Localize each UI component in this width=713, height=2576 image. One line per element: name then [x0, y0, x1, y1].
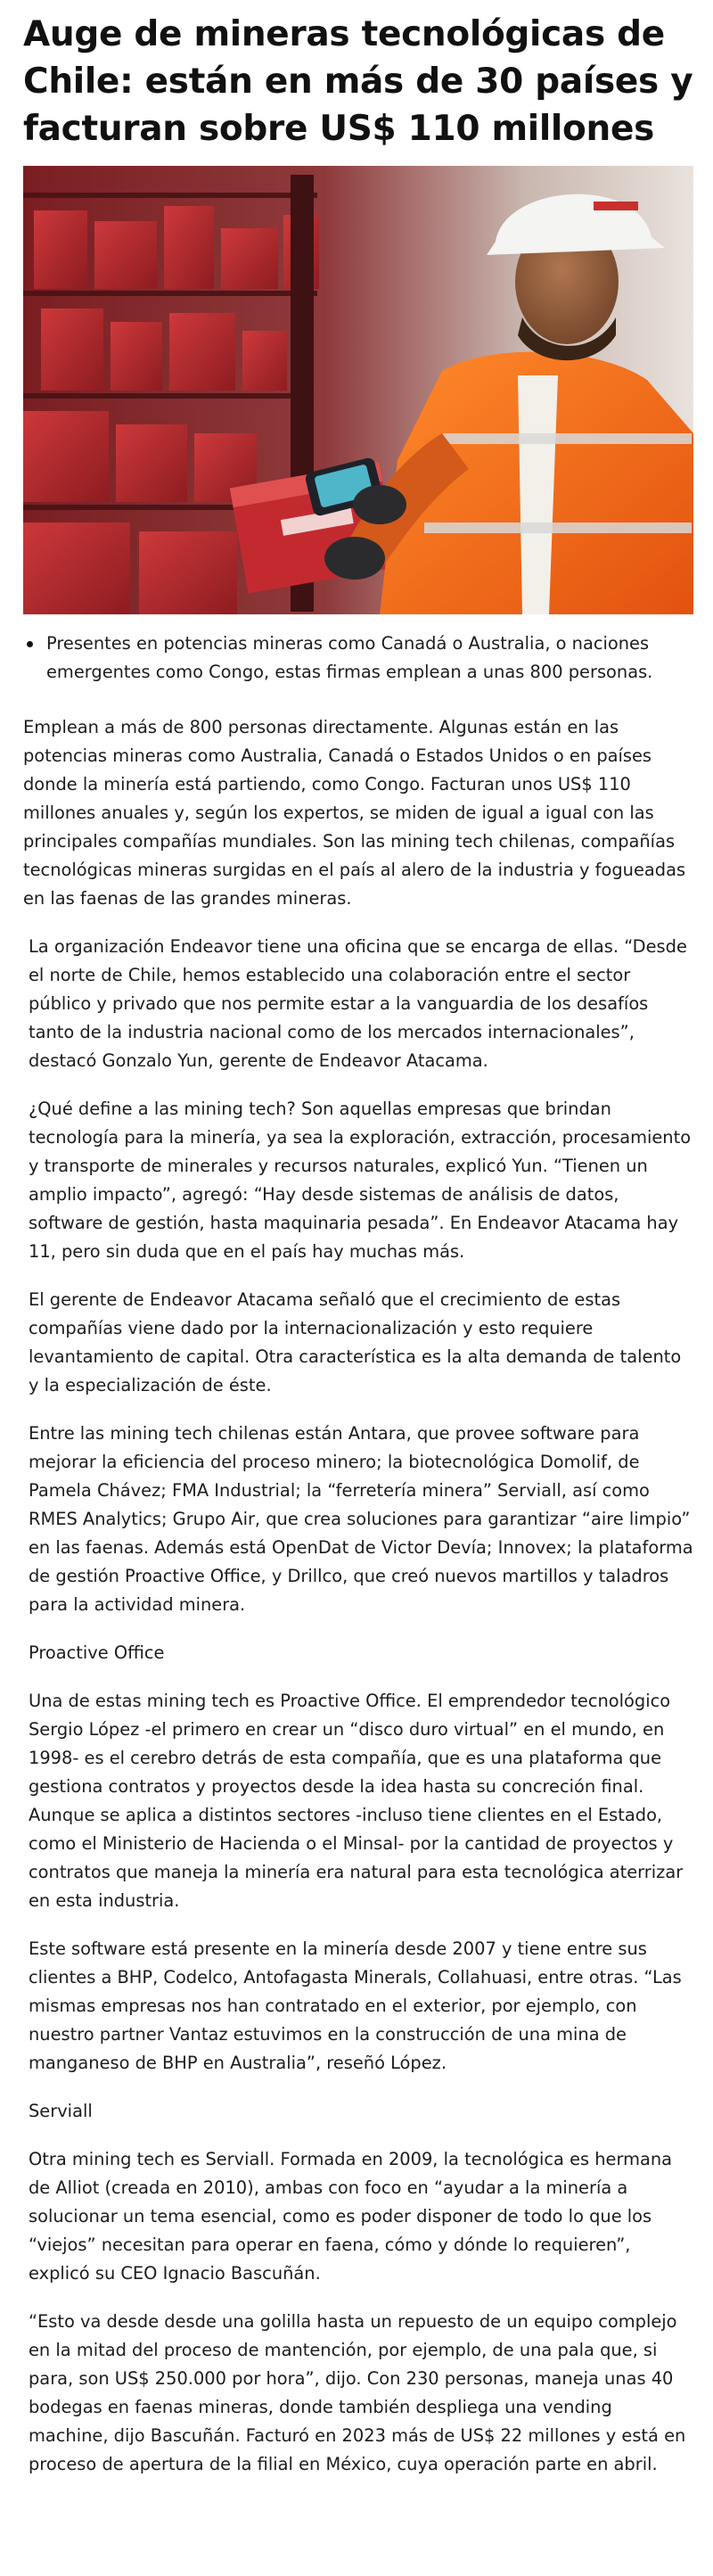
summary-bullets [23, 630, 693, 687]
paragraph: “Esto va desde desde una golilla hasta un repuesto de un equipo complejo en la mitad del proceso de mantención, por ejemplo, de una pala que, si para, son US$ 250.000 por hora”, dijo. Con 230 personas, maneja unas 40 bodegas en faenas mineras, donde también despliega una vending machine, dijo Bascuñán. Facturó en 2023 más de US$ 22 millones y está en proceso de apertura de la filial en México, cuya operación parte en abril. [29, 2311, 686, 2474]
paragraph: La organización Endeavor tiene una oficina que se encarga de ellas. “Desde el norte de Chile, hemos establecido una colaboración entre el sector público y privado que nos permite estar a la vanguardia de los desafíos tanto de la industria nacional como de los mercados internacionales”, destacó Gonzalo Yun, gerente de Endeavor Atacama. [29, 936, 687, 1071]
paragraph: El gerente de Endeavor Atacama señaló que el crecimiento de estas compañías viene dado por la internacionalización y esto requiere levantamiento de capital. Otra característica es la alta demanda de talento y la especialización de éste. [29, 1289, 682, 1395]
article-headline: Auge de mineras tecnológicas de Chile: están en más de 30 países y facturan sobre US$ 110 millones [23, 14, 693, 149]
paragraph: ¿Qué define a las mining tech? Son aquellas empresas que brindan tecnología para la minería, ya sea la exploración, extracción, procesamiento y transporte de minerales y recursos naturales, explicó Yun. “Tienen un amplio impacto”, agregó: “Hay desde sistemas de análisis de datos, software de gestión, hasta maquinaria pesada”. En Endeavor Atacama hay 11, pero sin duda que en el país hay muchas más. [29, 1099, 692, 1262]
paragraph: Otra mining tech es Serviall. Formada en 2009, la tecnológica es hermana de Alliot (creada en 2010), ambas con foco en “ayudar a la minería a solucionar un tema esencial, como es poder disponer de todo lo que los “viejos” necesitan para operar en faena, cómo y dónde lo requieren”, explicó su CEO Ignacio Bascuñán. [29, 2149, 673, 2284]
paragraph: Entre las mining tech chilenas están Antara, que provee software para mejorar la eficiencia del proceso minero; la biotecnológica Domolif, de Pamela Chávez; FMA Industrial; la “ferretería minera” Serviall, así como RMES Analytics; Grupo Air, que crea soluciones para garantizar “aire limpio” en las faenas. Además está OpenDat de Victor Devía; Innovex; la plataforma de gestión Proactive Office, y Drillco, que creó nuevos martillos y taladros para la actividad minera. [29, 1423, 693, 1615]
paragraph: Este software está presente en la minería desde 2007 y tiene entre sus clientes a BHP, Codelco, Antofagasta Minerals, Collahuasi, entre otras. “Las mismas empresas nos han contratado en el exterior, por ejemplo, con nuestro partner Vantaz estuvimos en la construcción de una mina de manganeso de BHP en Australia”, reseñó López. [29, 1938, 682, 2073]
paragraph: Emplean a más de 800 personas directamente. Algunas están en las potencias mineras como Australia, Canadá o Estados Unidos o en países donde la minería está partiendo, como Congo. Facturan unos US$ 110 millones anuales y, según los expertos, se miden de igual a igual con las principales compañías mundiales. Son las mining tech chilenas, compañías tecnológicas mineras surgidas en el país al alero de la industria y fogueadas en las faenas de las grandes mineras. [23, 717, 686, 909]
paragraph: Una de estas mining tech es Proactive Office. El emprendedor tecnológico Sergio López -el primero en crear un “disco duro virtual” en el mundo, en 1998- es el cerebro detrás de esta compañía, que es una plataforma que gestiona contratos y proyectos desde la idea hasta su concreción final. Aunque se aplica a distintos sectores -incluso tiene clientes en el Estado, como el Ministerio de Hacienda o el Minsal- por la cantidad de proyectos y contratos que maneja la minería era natural para esta tecnológica aterrizar en esta industria. [29, 1691, 684, 1911]
section-subheading: Proactive Office [29, 1642, 165, 1663]
section-subheading: Serviall [29, 2101, 93, 2121]
summary-bullet: Presentes en potencias mineras como Canadá o Australia, o naciones emergentes como Congo, estas firmas emplean a unas 800 personas. [23, 630, 693, 687]
article-body [23, 713, 693, 2498]
hero-image [23, 166, 693, 614]
article [23, 0, 693, 152]
